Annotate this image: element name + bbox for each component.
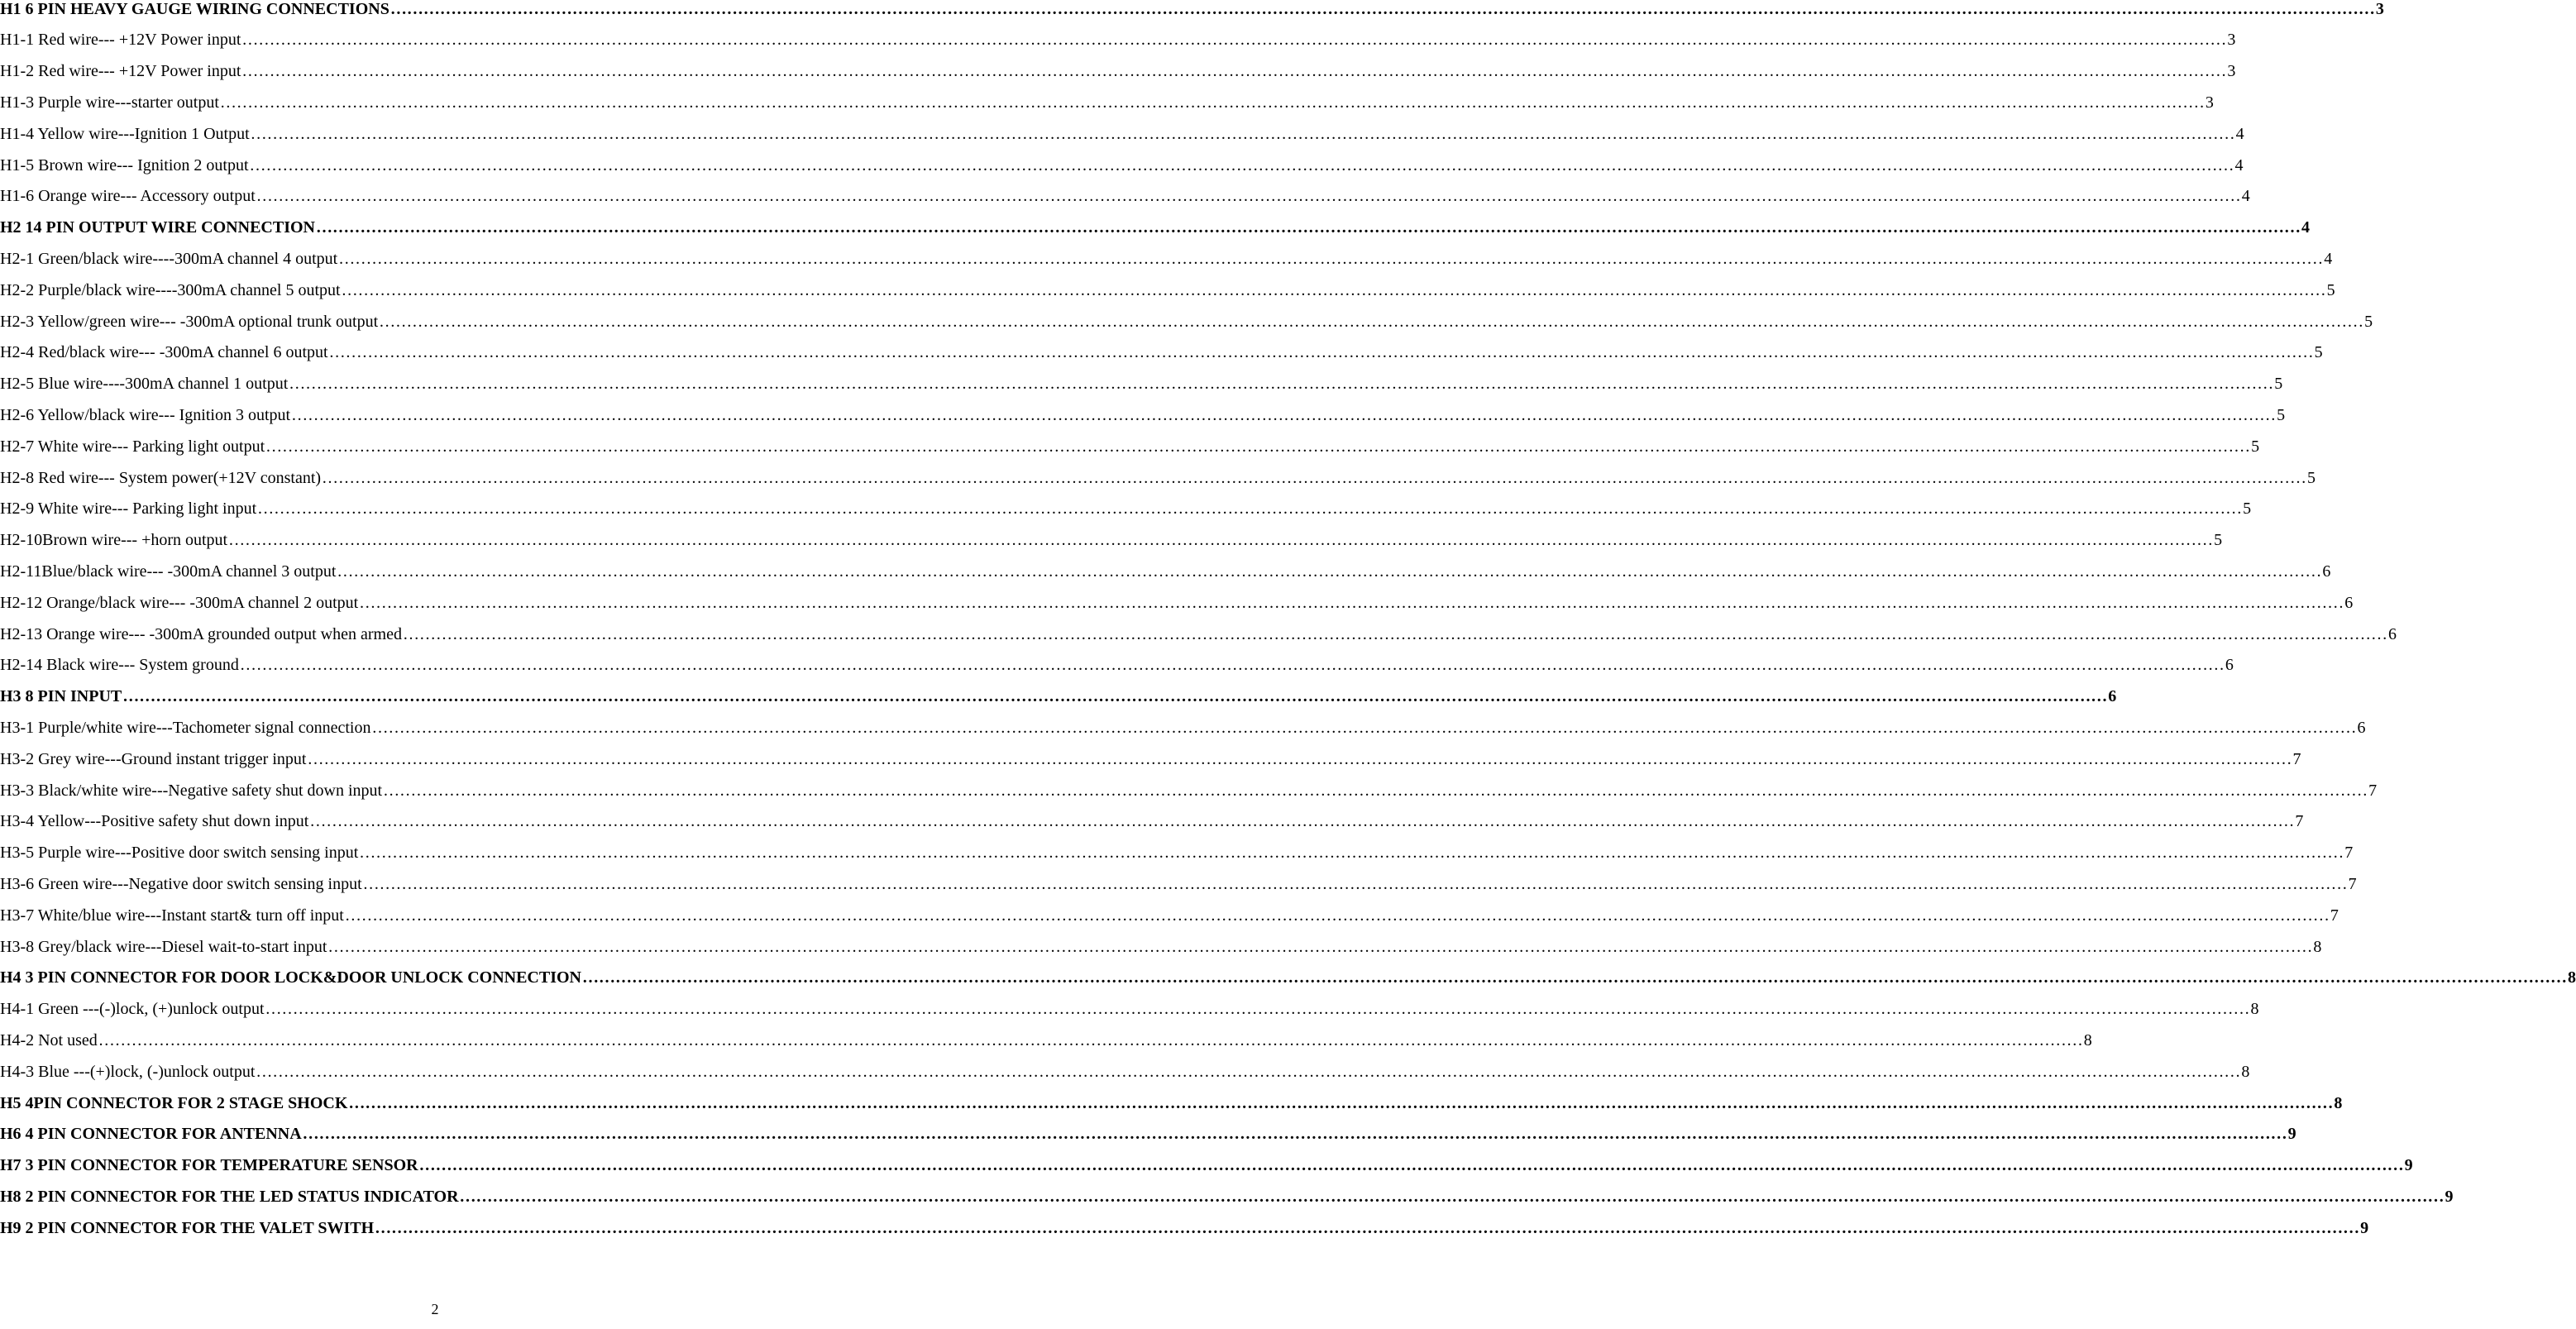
toc-entry-page-number: 7 bbox=[2292, 749, 2301, 768]
toc-entry-label: H2-14 Black wire--- System ground bbox=[0, 656, 239, 675]
toc-entry-row[interactable] bbox=[0, 278, 2335, 303]
toc-entry-page-number: 8 bbox=[2313, 937, 2322, 956]
toc-entry-label: H3-1 Purple/white wire---Tachometer signal connection bbox=[0, 718, 371, 737]
toc-entry-row[interactable] bbox=[0, 372, 2283, 397]
toc-entry-label: H4 3 PIN CONNECTOR FOR DOOR LOCK&DOOR UNLOCK CONNECTION bbox=[0, 968, 581, 987]
toc-entry-row[interactable] bbox=[0, 872, 2357, 896]
toc-entry-label: H2-4 Red/black wire--- -300mA channel 6 output bbox=[0, 343, 328, 362]
toc-entry-row[interactable] bbox=[0, 935, 2322, 959]
toc-dot-leader: ……………………………………………………………………………………………………………………………………………………………………………………………………………………………………………………………………………………………………………………………… bbox=[256, 187, 2241, 206]
toc-entry-label: H1-4 Yellow wire---Ignition 1 Output bbox=[0, 124, 250, 143]
toc-entry-row[interactable] bbox=[0, 903, 2339, 928]
toc-dot-leader: ……………………………………………………………………………………………………………………………………………………………………………………………………………………………………………………………………………………………………………………………… bbox=[241, 62, 2227, 81]
toc-entry-row[interactable] bbox=[0, 590, 2354, 615]
toc-dot-leader: ……………………………………………………………………………………………………………………………………………………………………………………………………………………………………………………………………………………………………………………………… bbox=[239, 656, 2225, 675]
toc-entry-label: H1-1 Red wire--- +12V Power input bbox=[0, 31, 241, 50]
toc-entry-row[interactable] bbox=[0, 434, 2260, 459]
toc-entry-page-number: 9 bbox=[2287, 1125, 2296, 1144]
toc-entry-page-number: 6 bbox=[2387, 624, 2397, 643]
toc-entry-row[interactable] bbox=[0, 246, 2333, 271]
toc-entry-row[interactable] bbox=[0, 1059, 2250, 1084]
toc-entry-label: H1-5 Brown wire--- Ignition 2 output bbox=[0, 155, 249, 174]
toc-entry-label: H2-8 Red wire--- System power(+12V constant) bbox=[0, 468, 322, 487]
toc-entry-row[interactable] bbox=[0, 403, 2286, 428]
toc-entry-page-number: 3 bbox=[2375, 0, 2384, 18]
toc-entry-page-number: 6 bbox=[2225, 656, 2234, 675]
toc-dot-leader: ……………………………………………………………………………………………………………………………………………………………………………………………………………………………………………………………………………………………………………………………… bbox=[359, 844, 2344, 863]
toc-entry-row[interactable] bbox=[0, 122, 2244, 146]
toc-dot-leader: ……………………………………………………………………………………………………………………………………………………………………………………………………………………………………………………………………………………………………………………………… bbox=[256, 1062, 2241, 1081]
toc-entry-label: H2 14 PIN OUTPUT WIRE CONNECTION bbox=[0, 218, 315, 237]
toc-entry-row[interactable] bbox=[0, 810, 2304, 834]
toc-entry-page-number: 5 bbox=[2364, 312, 2373, 331]
toc-dot-leader: ……………………………………………………………………………………………………………………………………………………………………………………………………………………………………………………………………………………………………………………………… bbox=[390, 0, 2375, 18]
toc-heading-row[interactable] bbox=[0, 685, 2117, 710]
toc-entry-page-number: 7 bbox=[2348, 874, 2357, 893]
toc-entry-page-number: 9 bbox=[2360, 1218, 2369, 1237]
toc-heading-row[interactable] bbox=[0, 1216, 2369, 1241]
toc-entry-page-number: 9 bbox=[2445, 1187, 2454, 1206]
toc-entry-page-number: 3 bbox=[2227, 62, 2236, 81]
toc-entry-label: H3-7 White/blue wire---Instant start& turn off input bbox=[0, 906, 344, 925]
toc-dot-leader: ……………………………………………………………………………………………………………………………………………………………………………………………………………………………………………………………………………………………………………………………… bbox=[322, 468, 2307, 487]
toc-entry-page-number: 3 bbox=[2205, 93, 2214, 112]
toc-entry-label: H4-3 Blue ---(+)lock, (-)unlock output bbox=[0, 1062, 256, 1081]
toc-entry-row[interactable] bbox=[0, 28, 2236, 53]
toc-dot-leader: ……………………………………………………………………………………………………………………………………………………………………………………………………………………………………………………………………………………………………………………………… bbox=[241, 31, 2227, 50]
toc-dot-leader: ……………………………………………………………………………………………………………………………………………………………………………………………………………………………………………………………………………………………………………………………… bbox=[327, 937, 2313, 956]
toc-entry-row[interactable] bbox=[0, 653, 2234, 678]
toc-entry-row[interactable] bbox=[0, 778, 2378, 803]
toc-dot-leader: ……………………………………………………………………………………………………………………………………………………………………………………………………………………………………………………………………………………………………………………………… bbox=[348, 1093, 2334, 1112]
toc-entry-row[interactable] bbox=[0, 997, 2259, 1022]
toc-entry-label: H4-1 Green ---(-)lock, (+)unlock output bbox=[0, 1000, 265, 1019]
toc-dot-leader: ……………………………………………………………………………………………………………………………………………………………………………………………………………………………………………………………………………………………………………………………… bbox=[459, 1187, 2445, 1206]
toc-entry-page-number: 8 bbox=[2250, 1000, 2259, 1019]
toc-entry-page-number: 5 bbox=[2243, 500, 2252, 519]
toc-entry-page-number: 4 bbox=[2235, 124, 2244, 143]
toc-entry-page-number: 5 bbox=[2326, 280, 2335, 299]
toc-entry-label: H2-12 Orange/black wire--- -300mA channel 2 output bbox=[0, 593, 359, 612]
toc-entry-label: H3-3 Black/white wire---Negative safety shut down input bbox=[0, 781, 383, 800]
toc-entry-page-number: 7 bbox=[2344, 844, 2354, 863]
toc-entry-page-number: 7 bbox=[2368, 781, 2378, 800]
toc-heading-row[interactable] bbox=[0, 0, 2384, 22]
toc-entry-page-number: 6 bbox=[2322, 562, 2331, 581]
toc-entry-page-number: 5 bbox=[2307, 468, 2316, 487]
toc-dot-leader: ……………………………………………………………………………………………………………………………………………………………………………………………………………………………………………………………………………………………………………………………… bbox=[309, 812, 2295, 831]
toc-dot-leader: ……………………………………………………………………………………………………………………………………………………………………………………………………………………………………………………………………………………………………………………………… bbox=[302, 1125, 2287, 1144]
toc-entry-page-number: 4 bbox=[2241, 187, 2250, 206]
toc-entry-label: H3 8 PIN INPUT bbox=[0, 687, 122, 706]
toc-entry-label: H9 2 PIN CONNECTOR FOR THE VALET SWITH bbox=[0, 1218, 375, 1237]
toc-dot-leader: ……………………………………………………………………………………………………………………………………………………………………………………………………………………………………………………………………………………………………………………………… bbox=[338, 249, 2324, 268]
toc-entry-label: H1-6 Orange wire--- Accessory output bbox=[0, 187, 256, 206]
toc-entry-page-number: 6 bbox=[2108, 687, 2117, 706]
toc-entry-row[interactable] bbox=[0, 559, 2331, 584]
toc-entry-row[interactable] bbox=[0, 622, 2397, 647]
toc-entry-page-number: 6 bbox=[2344, 593, 2354, 612]
toc-entry-label: H2-6 Yellow/black wire--- Ignition 3 output bbox=[0, 405, 291, 424]
toc-dot-leader: ……………………………………………………………………………………………………………………………………………………………………………………………………………………………………………………………………………………………………………………………… bbox=[328, 343, 2314, 362]
toc-entry-label: H7 3 PIN CONNECTOR FOR TEMPERATURE SENSOR bbox=[0, 1156, 418, 1175]
toc-entry-page-number: 5 bbox=[2251, 437, 2260, 456]
toc-entry-row[interactable] bbox=[0, 497, 2252, 522]
toc-entry-row[interactable] bbox=[0, 1028, 2092, 1053]
toc-entry-label: H2-13 Orange wire--- -300mA grounded output when armed bbox=[0, 624, 402, 643]
toc-entry-label: H8 2 PIN CONNECTOR FOR THE LED STATUS INDICATOR bbox=[0, 1187, 459, 1206]
toc-entry-label: H2-3 Yellow/green wire--- -300mA optional trunk output bbox=[0, 312, 379, 331]
toc-dot-leader: ……………………………………………………………………………………………………………………………………………………………………………………………………………………………………………………………………………………………………………………………… bbox=[375, 1218, 2360, 1237]
toc-entry-label: H3-2 Grey wire---Ground instant trigger input bbox=[0, 749, 307, 768]
toc-entry-row[interactable] bbox=[0, 341, 2323, 366]
toc-entry-page-number: 4 bbox=[2301, 218, 2310, 237]
toc-entry-page-number: 3 bbox=[2227, 31, 2236, 50]
toc-dot-leader: ……………………………………………………………………………………………………………………………………………………………………………………………………………………………………………………………………………………………………………………………… bbox=[371, 718, 2357, 737]
toc-dot-leader: ……………………………………………………………………………………………………………………………………………………………………………………………………………………………………………………………………………………………………………………………… bbox=[315, 218, 2301, 237]
toc-entry-page-number: 8 bbox=[2568, 968, 2576, 987]
toc-dot-leader: ……………………………………………………………………………………………………………………………………………………………………………………………………………………………………………………………………………………………………………………………… bbox=[250, 124, 2235, 143]
toc-entry-page-number: 5 bbox=[2214, 531, 2223, 550]
toc-dot-leader: ……………………………………………………………………………………………………………………………………………………………………………………………………………………………………………………………………………………………………………………………… bbox=[402, 624, 2387, 643]
toc-dot-leader: ……………………………………………………………………………………………………………………………………………………………………………………………………………………………………………………………………………………………………………………………… bbox=[307, 749, 2292, 768]
toc-dot-leader: ……………………………………………………………………………………………………………………………………………………………………………………………………………………………………………………………………………………………………………………………… bbox=[249, 155, 2234, 174]
toc-entry-page-number: 9 bbox=[2404, 1156, 2413, 1175]
toc-entry-label: H3-5 Purple wire---Positive door switch sensing input bbox=[0, 844, 359, 863]
toc-entry-label: H3-6 Green wire---Negative door switch sensing input bbox=[0, 874, 362, 893]
toc-entry-page-number: 7 bbox=[2295, 812, 2304, 831]
toc-entry-label: H2-7 White wire--- Parking light output bbox=[0, 437, 265, 456]
toc-entry-label: H1-3 Purple wire---starter output bbox=[0, 93, 219, 112]
toc-entry-label: H4-2 Not used bbox=[0, 1030, 98, 1049]
toc-entry-page-number: 8 bbox=[2083, 1030, 2092, 1049]
toc-entry-row[interactable] bbox=[0, 747, 2301, 772]
toc-entry-label: H1-2 Red wire--- +12V Power input bbox=[0, 62, 241, 81]
toc-entry-row[interactable] bbox=[0, 60, 2236, 84]
toc-entry-row[interactable] bbox=[0, 715, 2366, 740]
page-number: 2 bbox=[431, 1301, 439, 1317]
toc-dot-leader: ……………………………………………………………………………………………………………………………………………………………………………………………………………………………………………………………………………………………………………………………… bbox=[289, 375, 2274, 394]
toc-entry-row[interactable] bbox=[0, 841, 2354, 866]
toc-entry-label: H3-4 Yellow---Positive safety shut down input bbox=[0, 812, 309, 831]
toc-dot-leader: ……………………………………………………………………………………………………………………………………………………………………………………………………………………………………………………………………………………………………………………………… bbox=[341, 280, 2326, 299]
toc-entry-row[interactable] bbox=[0, 90, 2214, 115]
toc-dot-leader: ……………………………………………………………………………………………………………………………………………………………………………………………………………………………………………………………………………………………………………………………… bbox=[291, 405, 2277, 424]
toc-entry-row[interactable] bbox=[0, 528, 2223, 553]
toc-dot-leader: ……………………………………………………………………………………………………………………………………………………………………………………………………………………………………………………………………………………………………………………………… bbox=[228, 531, 2214, 550]
toc-entry-label: H2-11Blue/black wire--- -300mA channel 3 output bbox=[0, 562, 337, 581]
toc-heading-row[interactable] bbox=[0, 966, 2576, 991]
toc-entry-page-number: 8 bbox=[2241, 1062, 2250, 1081]
toc-dot-leader: ……………………………………………………………………………………………………………………………………………………………………………………………………………………………………………………………………………………………………………………………… bbox=[122, 687, 2108, 706]
toc-entry-page-number: 4 bbox=[2324, 249, 2333, 268]
toc-dot-leader: ……………………………………………………………………………………………………………………………………………………………………………………………………………………………………………………………………………………………………………………………… bbox=[383, 781, 2368, 800]
toc-dot-leader: ……………………………………………………………………………………………………………………………………………………………………………………………………………………………………………………………………………………………………………………………… bbox=[418, 1156, 2404, 1175]
toc-dot-leader: ……………………………………………………………………………………………………………………………………………………………………………………………………………………………………………………………………………………………………………………………… bbox=[265, 437, 2251, 456]
toc-entry-label: H1 6 PIN HEAVY GAUGE WIRING CONNECTIONS bbox=[0, 0, 390, 18]
toc-entry-page-number: 6 bbox=[2357, 718, 2366, 737]
toc-entry-page-number: 5 bbox=[2277, 405, 2286, 424]
toc-entry-label: H2-2 Purple/black wire----300mA channel 5 output bbox=[0, 280, 341, 299]
toc-entry-label: H2-10Brown wire--- +horn output bbox=[0, 531, 228, 550]
toc-dot-leader: ……………………………………………………………………………………………………………………………………………………………………………………………………………………………………………………………………………………………………………………………… bbox=[582, 968, 2567, 987]
toc-entry-page-number: 8 bbox=[2334, 1093, 2343, 1112]
toc-entry-label: H6 4 PIN CONNECTOR FOR ANTENNA bbox=[0, 1125, 302, 1144]
toc-dot-leader: ……………………………………………………………………………………………………………………………………………………………………………………………………………………………………………………………………………………………………………………………… bbox=[344, 906, 2330, 925]
toc-entry-row[interactable] bbox=[0, 184, 2250, 209]
toc-entry-row[interactable] bbox=[0, 153, 2244, 178]
toc-entry-label: H2-1 Green/black wire----300mA channel 4 output bbox=[0, 249, 338, 268]
toc-entry-page-number: 5 bbox=[2274, 375, 2283, 394]
toc-entry-label: H3-8 Grey/black wire---Diesel wait-to-start input bbox=[0, 937, 327, 956]
toc-dot-leader: ……………………………………………………………………………………………………………………………………………………………………………………………………………………………………………………………………………………………………………………………… bbox=[265, 1000, 2250, 1019]
toc-heading-row[interactable] bbox=[0, 1154, 2413, 1178]
toc-dot-leader: ……………………………………………………………………………………………………………………………………………………………………………………………………………………………………………………………………………………………………………………………… bbox=[257, 500, 2243, 519]
toc-heading-row[interactable] bbox=[0, 1122, 2296, 1147]
toc-entry-row[interactable] bbox=[0, 466, 2316, 490]
toc-entry-row[interactable] bbox=[0, 309, 2373, 334]
toc-dot-leader: ……………………………………………………………………………………………………………………………………………………………………………………………………………………………………………………………………………………………………………………………… bbox=[219, 93, 2205, 112]
toc-dot-leader: ……………………………………………………………………………………………………………………………………………………………………………………………………………………………………………………………………………………………………………………………… bbox=[379, 312, 2364, 331]
toc-entry-page-number: 5 bbox=[2314, 343, 2323, 362]
toc-entry-label: H2-9 White wire--- Parking light input bbox=[0, 500, 257, 519]
toc-heading-row[interactable] bbox=[0, 1184, 2454, 1209]
toc-dot-leader: ……………………………………………………………………………………………………………………………………………………………………………………………………………………………………………………………………………………………………………………………… bbox=[362, 874, 2348, 893]
toc-entry-page-number: 4 bbox=[2234, 155, 2244, 174]
toc-dot-leader: ……………………………………………………………………………………………………………………………………………………………………………………………………………………………………………………………………………………………………………………………… bbox=[337, 562, 2322, 581]
toc-heading-row[interactable] bbox=[0, 216, 2310, 241]
toc-heading-row[interactable] bbox=[0, 1091, 2343, 1116]
toc-entry-label: H2-5 Blue wire----300mA channel 1 output bbox=[0, 375, 289, 394]
toc-dot-leader: ……………………………………………………………………………………………………………………………………………………………………………………………………………………………………………………………………………………………………………………………… bbox=[98, 1030, 2083, 1049]
toc-entry-label: H5 4PIN CONNECTOR FOR 2 STAGE SHOCK bbox=[0, 1093, 348, 1112]
toc-dot-leader: ……………………………………………………………………………………………………………………………………………………………………………………………………………………………………………………………………………………………………………………………… bbox=[359, 593, 2344, 612]
toc-entry-page-number: 7 bbox=[2330, 906, 2339, 925]
